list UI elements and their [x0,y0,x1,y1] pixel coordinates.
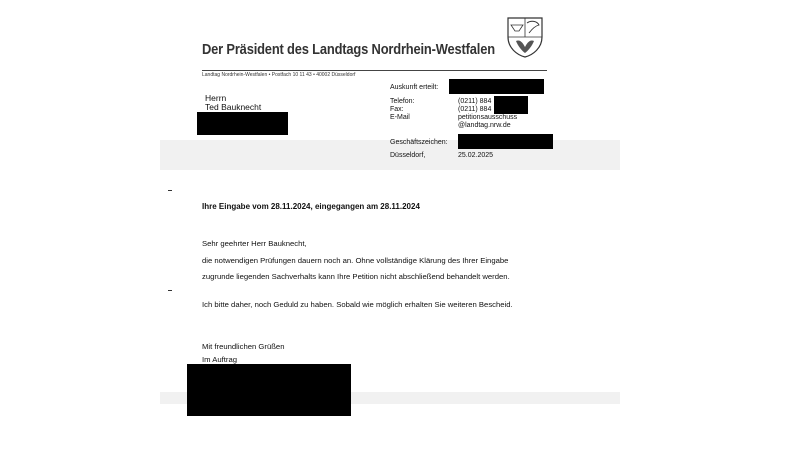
phone-value: (0211) 884 [458,98,492,105]
phone-redaction [494,96,528,114]
email-label: E-Mail [390,114,410,121]
fold-mark-middle [168,290,172,291]
reference-label: Geschäftszeichen: [390,139,448,146]
contact-label: Auskunft erteilt: [390,84,439,91]
recipient-name: Ted Bauknecht [205,102,262,112]
paragraph-1-line-1: die notwendigen Prüfungen dauern noch an. Ohne vollständige Klärung des Ihrer Eingabe [202,256,509,265]
phone-label: Telefon: [390,98,415,105]
closing-sub: Im Auftrag [202,355,238,364]
recipient-address-redaction [197,112,288,135]
email-value-2: @landtag.nrw.de [458,122,511,129]
reference-redaction [458,134,553,149]
signature-redaction [187,364,351,416]
coat-of-arms-icon [505,15,545,59]
header-rule [202,70,547,71]
fax-value: (0211) 884 [458,106,492,113]
contact-redaction [449,79,544,94]
paragraph-2: Ich bitte daher, noch Geduld zu haben. Sobald wie möglich erhalten Sie weiteren Bescheid. [202,300,513,309]
email-value-1: petitionsausschuss [458,114,518,121]
letter-date: 25.02.2025 [458,152,494,159]
fold-mark-top [168,190,172,191]
closing: Mit freundlichen Grüßen [202,342,285,351]
subject-line: Ihre Eingabe vom 28.11.2024, eingegangen am 28.11.2024 [202,202,420,211]
place-label: Düsseldorf, [390,152,426,159]
letterhead-title: Der Präsident des Landtags Nordrhein-Westfalen [202,41,495,58]
recipient-salutation: Herrn [205,93,227,103]
paragraph-1-line-2: zugrunde liegenden Sachverhalts kann Ihre Petition nicht abschließend behandelt werden. [202,272,510,281]
greeting: Sehr geehrter Herr Bauknecht, [202,239,307,248]
fax-label: Fax: [390,106,404,113]
sender-line: Landtag Nordrhein-Westfalen • Postfach 10 11 43 • 40002 Düsseldorf [202,72,356,78]
